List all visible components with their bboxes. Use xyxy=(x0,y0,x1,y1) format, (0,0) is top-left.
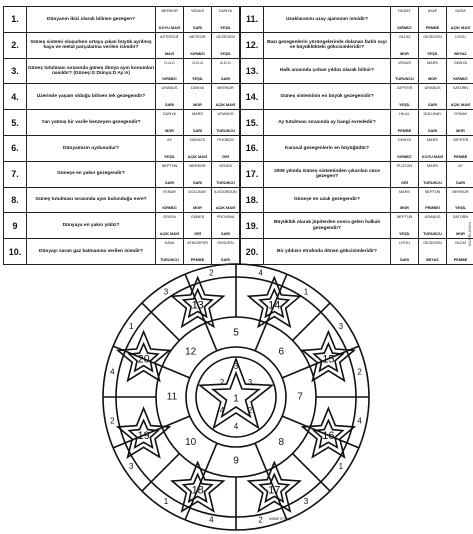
questions-table-left xyxy=(3,6,240,265)
answer-option[interactable] xyxy=(447,84,473,110)
question-text: Güneşe en uzak gezegendir? xyxy=(264,187,391,213)
question-row xyxy=(241,161,473,187)
answer-option[interactable] xyxy=(419,239,447,265)
answer-option[interactable] xyxy=(212,239,240,265)
answer-color: BEYAZ xyxy=(454,51,467,56)
answer-text: PROXİMA xyxy=(216,215,235,220)
answer-option[interactable] xyxy=(212,135,240,161)
question-number: 13. xyxy=(241,58,264,84)
answer-text: VENÜS xyxy=(397,60,412,65)
answer-text: MARS xyxy=(192,112,203,117)
answer-option[interactable] xyxy=(447,110,473,136)
answer-option[interactable] xyxy=(184,58,212,84)
star-mandala xyxy=(0,262,473,534)
question-row xyxy=(4,187,240,213)
region-number-inner: 4 xyxy=(219,406,225,416)
answer-color: YEŞİL xyxy=(192,77,203,82)
question-row xyxy=(4,239,240,265)
answer-text: MERKÜR xyxy=(189,163,206,168)
answer-color: YEŞİL xyxy=(399,103,410,108)
answer-option[interactable] xyxy=(184,84,212,110)
question-text: Karasal gezegenlerin en büyüğüdür? xyxy=(264,135,391,161)
question-number: 3. xyxy=(4,58,27,84)
question-number: 17. xyxy=(241,161,264,187)
region-number-middle: 10 xyxy=(185,436,197,448)
question-row xyxy=(241,58,473,84)
inner-spoke-line xyxy=(205,323,216,351)
question-row xyxy=(4,84,240,110)
answer-text: URANÜS xyxy=(424,86,441,91)
region-number-rim: 4 xyxy=(110,367,115,377)
answer-text: AY xyxy=(167,137,172,142)
region-number-middle: 11 xyxy=(166,391,178,403)
answer-option[interactable] xyxy=(156,213,184,239)
answer-color: SARI xyxy=(164,180,175,185)
question-number: 16. xyxy=(241,135,264,161)
answer-color: MOR xyxy=(193,206,202,211)
question-text: Dünyaya en yakın yıldız? xyxy=(27,213,156,239)
region-number-rim: 2 xyxy=(110,416,115,426)
answer-option[interactable] xyxy=(419,213,447,239)
answer-color: MOR xyxy=(428,77,437,82)
answer-option[interactable] xyxy=(184,187,212,213)
answer-option[interactable] xyxy=(447,58,473,84)
answer-option[interactable] xyxy=(212,161,240,187)
question-number: 1. xyxy=(4,7,27,33)
region-number-middle: 7 xyxy=(297,391,303,403)
answer-text: YILDIZ xyxy=(454,241,467,246)
answer-text: MARS xyxy=(427,163,438,168)
question-text: Ay tutulması sırasında ay hangi evrededir? xyxy=(264,110,391,136)
region-number-rim: 3 xyxy=(163,287,169,297)
answer-text: MARS xyxy=(427,60,438,65)
answer-option[interactable] xyxy=(419,110,447,136)
answer-color: TURUNCU xyxy=(216,128,235,133)
question-text: 2006 yılında Güneş sisteminden çıkarılan cüce gezegen? xyxy=(264,161,391,187)
answer-color: GRİ xyxy=(194,232,201,237)
question-text: Üzerinde yaşam olduğu bilinen tek gezegendir? xyxy=(27,84,156,110)
inner-spoke-line xyxy=(205,443,216,471)
answer-option[interactable] xyxy=(419,187,447,213)
answer-text: GEZEGEN xyxy=(423,241,442,246)
answer-text: DEİMOS xyxy=(190,137,205,142)
answer-option[interactable] xyxy=(391,161,419,187)
answer-color: KOYU MAVİ xyxy=(421,154,444,159)
question-row xyxy=(4,32,240,58)
question-row xyxy=(241,135,473,161)
answer-option[interactable] xyxy=(212,7,240,33)
answer-color: SARI xyxy=(220,232,231,237)
answer-color: MOR xyxy=(165,128,174,133)
region-number-inner: 2 xyxy=(247,406,253,416)
answer-text: G-A-D xyxy=(164,60,175,65)
answer-color: TURUNCU xyxy=(395,77,414,82)
question-row xyxy=(241,84,473,110)
answer-text: AY xyxy=(458,163,463,168)
region-number-middle: 6 xyxy=(278,346,285,358)
answer-color: KIRMIZI xyxy=(397,154,412,159)
region-number-rim: 1 xyxy=(303,287,309,297)
region-number-rim: 4 xyxy=(357,416,362,426)
question-number: 7. xyxy=(4,161,27,187)
question-row xyxy=(4,58,240,84)
questions-table-right xyxy=(240,6,473,265)
answer-color: MOR xyxy=(193,103,202,108)
region-number-inner: 2 xyxy=(219,378,225,388)
question-text: Güneş sisteminin en büyük gezegenidir? xyxy=(264,84,391,110)
question-number: 15. xyxy=(241,110,264,136)
region-number-inner: 3 xyxy=(233,362,239,372)
region-number-outer: 20 xyxy=(137,353,150,366)
answer-text: METEOR xyxy=(189,34,206,39)
answer-color: GRİ xyxy=(401,180,408,185)
answer-text: JÜPİTER xyxy=(396,86,413,91)
question-text: Bazı gezegenlerin yörüngelerinde dolanan farklı sayı ve büyüklükteki gökcisimleridir? xyxy=(264,32,391,58)
answer-color: KIRMIZI xyxy=(190,51,205,56)
answer-option[interactable] xyxy=(419,84,447,110)
answer-text: VENÜS xyxy=(218,163,233,168)
question-number: 4. xyxy=(4,84,27,110)
region-number-rim: 1 xyxy=(338,462,344,472)
question-row xyxy=(4,110,240,136)
answer-color: SARI xyxy=(192,128,203,133)
answer-color: SARI xyxy=(427,128,438,133)
answer-text: HAVA xyxy=(164,241,175,246)
region-number-middle: 9 xyxy=(233,455,239,467)
region-number-rim: 3 xyxy=(338,322,344,332)
answer-color: SARI xyxy=(220,257,231,262)
answer-color: AÇIK MAVİ xyxy=(215,103,236,108)
answer-color: AÇIK MAVİ xyxy=(159,232,180,237)
region-number-inner: 3 xyxy=(247,378,253,388)
answer-text: VENÜS xyxy=(190,9,205,13)
region-number-outer: 18 xyxy=(191,484,204,497)
answer-text: OKSİJEN xyxy=(217,241,234,246)
answer-option[interactable] xyxy=(391,135,419,161)
question-text: Uzaklarasını uzay ajansının ismidir? xyxy=(264,7,391,33)
answer-option[interactable] xyxy=(447,161,473,187)
answer-option[interactable] xyxy=(156,239,184,265)
question-text: Güneş sistemi oluşurken ortaya çıkan büyük ayrılmış kaya ve metal parçalarına verilen isimdir? xyxy=(27,32,156,58)
question-row xyxy=(4,213,240,239)
question-row xyxy=(241,187,473,213)
answer-option[interactable] xyxy=(391,84,419,110)
answer-color: TURUNCU xyxy=(423,180,442,185)
answer-text: DÜNYA xyxy=(190,86,204,91)
answer-color: MAVİ xyxy=(164,51,175,56)
answer-color: YEŞİL xyxy=(220,51,231,56)
answer-text: NEPTÜN xyxy=(396,215,413,220)
answer-text: GEZEGEN xyxy=(423,34,442,39)
answer-option[interactable] xyxy=(184,32,212,58)
answer-option[interactable] xyxy=(391,58,419,84)
region-number-rim: 2 xyxy=(258,515,263,525)
answer-option[interactable] xyxy=(156,135,184,161)
region-number-rim: 1 xyxy=(128,322,134,332)
question-row xyxy=(241,110,473,136)
question-row xyxy=(241,7,473,33)
answer-text: DOLUNAY xyxy=(423,112,442,117)
answer-text: A-D-G xyxy=(220,60,231,65)
question-number: 19. xyxy=(241,213,264,239)
region-number-center: 1 xyxy=(233,393,239,405)
answer-option[interactable] xyxy=(156,187,184,213)
answer-option[interactable] xyxy=(212,32,240,58)
question-number: 18. xyxy=(241,187,264,213)
question-row xyxy=(241,239,473,265)
answer-option[interactable] xyxy=(447,7,473,33)
question-row xyxy=(241,32,473,58)
answer-color: MOR xyxy=(456,232,465,237)
region-number-rim: 2 xyxy=(209,268,214,278)
answer-option[interactable] xyxy=(156,58,184,84)
region-number-rim: 4 xyxy=(209,515,214,525)
question-number: 10. xyxy=(4,239,27,265)
answer-text: MERKÜR xyxy=(217,86,234,91)
question-row xyxy=(4,7,240,33)
answer-color: PEMBE xyxy=(397,128,412,133)
answer-text: UYDU xyxy=(455,34,466,39)
answer-option[interactable] xyxy=(419,135,447,161)
answer-color: YEŞİL xyxy=(427,51,438,56)
answer-color: BEYAZ xyxy=(426,257,439,262)
answer-color: PEMBEI xyxy=(425,206,440,211)
question-number: 20. xyxy=(241,239,264,265)
inner-spoke-line xyxy=(162,366,190,377)
question-number: 8. xyxy=(4,187,27,213)
answer-option[interactable] xyxy=(184,161,212,187)
answer-option[interactable] xyxy=(391,110,419,136)
answer-text: SATÜRN xyxy=(452,215,469,220)
answer-text: PLÜTON xyxy=(396,163,413,168)
answer-text: URANÜS xyxy=(161,86,178,91)
answer-color: KOYU MAVİ xyxy=(158,25,181,30)
region-number-outer: 15 xyxy=(322,353,335,366)
answer-text: URANÜS xyxy=(217,112,234,117)
region-number-middle: 12 xyxy=(185,346,197,358)
region-number-rim: 3 xyxy=(128,462,134,472)
answer-option[interactable] xyxy=(212,84,240,110)
answer-option[interactable] xyxy=(447,32,473,58)
question-number: 12. xyxy=(241,32,264,58)
answer-color: KIRMIZI xyxy=(162,77,177,82)
answer-option[interactable] xyxy=(184,135,212,161)
answer-text: ASTEROİT xyxy=(160,34,179,39)
question-number: 9 xyxy=(4,213,27,239)
answer-text: MARS xyxy=(427,137,438,142)
question-text: Büyüklük olarak jüpiterden sonra gelen halkalı gezegendir? xyxy=(264,213,391,239)
question-text: Dünyamızın uydusudur? xyxy=(27,135,156,161)
answer-text: DÜNYA xyxy=(218,9,232,13)
answer-text: URANÜS xyxy=(424,215,441,220)
answer-color: AÇIK MAVİ xyxy=(450,103,471,108)
answer-color: KIRMIZI xyxy=(162,206,177,211)
answer-text: YILDIZ xyxy=(398,34,411,39)
answer-text: NASA xyxy=(455,9,466,13)
answer-option[interactable] xyxy=(391,239,419,265)
question-number: 5. xyxy=(4,110,27,136)
region-number-rim: 1 xyxy=(163,496,169,506)
inner-spoke-line xyxy=(255,443,266,471)
spoke-line xyxy=(293,454,330,491)
answer-color: SARI xyxy=(192,25,203,30)
answer-color: TURUNCU xyxy=(423,232,442,237)
spoke-line xyxy=(142,303,179,340)
answer-option[interactable] xyxy=(184,213,212,239)
answer-text: HİLAL xyxy=(399,112,410,117)
side-credit: HAZIRLAYAN xyxy=(467,222,472,247)
answer-color: AÇIK MAVİ xyxy=(450,25,471,30)
question-text: Bir yıldızın etrafında dönen gökcisimleridir? xyxy=(264,239,391,265)
answer-color: KIRMIZI xyxy=(453,77,468,82)
answer-text: G-D-A xyxy=(192,60,203,65)
answer-option[interactable] xyxy=(447,135,473,161)
question-row xyxy=(4,135,240,161)
region-number-rim: 4 xyxy=(258,268,263,278)
region-number-outer: 17 xyxy=(268,484,281,497)
question-text: Güneşe en yakın gezegendir? xyxy=(27,161,156,187)
answer-option[interactable] xyxy=(184,7,212,33)
answer-color: KIRMIZI xyxy=(397,25,412,30)
answer-text: GEZEGEN xyxy=(216,34,235,39)
answer-color: YEŞİL xyxy=(220,25,231,30)
answer-text: RASAT xyxy=(398,9,411,13)
answer-text: YENİAY xyxy=(453,112,468,117)
answer-text: MARS xyxy=(399,189,410,194)
region-number-outer: 13 xyxy=(191,299,204,312)
answer-option[interactable] xyxy=(156,110,184,136)
answer-color: YEŞİL xyxy=(164,154,175,159)
answer-color: GRİ xyxy=(222,154,229,159)
answer-color: SARI xyxy=(399,257,410,262)
answer-option[interactable] xyxy=(391,187,419,213)
answer-text: JÜPİTER xyxy=(452,137,469,142)
region-number-middle: 5 xyxy=(233,327,239,339)
answer-text: NEPTÜN xyxy=(161,163,178,168)
answer-color: YEŞİL xyxy=(399,232,410,237)
question-number: 11. xyxy=(241,7,264,33)
answer-color: SARI xyxy=(192,180,203,185)
mandala-credit: MİNE ETEŞ xyxy=(269,516,291,522)
question-number: 14. xyxy=(241,84,264,110)
question-row xyxy=(4,161,240,187)
region-number-middle: 8 xyxy=(278,436,285,448)
answer-option[interactable] xyxy=(419,32,447,58)
answer-text: DÜNYA xyxy=(162,112,176,117)
answer-color: SARI xyxy=(220,77,231,82)
answer-option[interactable] xyxy=(184,110,212,136)
answer-option[interactable] xyxy=(212,187,240,213)
region-number-outer: 14 xyxy=(268,299,281,312)
answer-color: TURUNCU xyxy=(160,257,179,262)
answer-color: PEMBE xyxy=(425,25,440,30)
question-number: 2. xyxy=(4,32,27,58)
spoke-line xyxy=(293,303,330,340)
answer-option[interactable] xyxy=(391,213,419,239)
question-text: Dünyayı saran gaz katmanına verilen isimdir? xyxy=(27,239,156,265)
answer-color: PEMBE xyxy=(190,257,205,262)
answer-option[interactable] xyxy=(212,110,240,136)
answer-color: MOR xyxy=(456,128,465,133)
inner-spoke-line xyxy=(282,366,310,377)
answer-option[interactable] xyxy=(156,7,184,33)
answer-color: MOR xyxy=(400,206,409,211)
inner-spoke-line xyxy=(255,323,266,351)
answer-text: DÜNYA xyxy=(397,137,411,142)
answer-color: SARI xyxy=(455,180,466,185)
answer-color: PEMBE xyxy=(453,257,468,262)
spoke-line xyxy=(142,454,179,491)
answer-text: GÜNEŞ xyxy=(190,215,205,220)
region-number-rim: 2 xyxy=(357,367,362,377)
answer-text: İLKDÖRDÜN xyxy=(214,189,237,194)
answer-color: AÇIK MAVİ xyxy=(215,206,236,211)
answer-option[interactable] xyxy=(419,58,447,84)
answer-color: YEŞİL xyxy=(455,206,466,211)
question-text: Yan yatmış bir varile benzeyen gezegendir? xyxy=(27,110,156,136)
answer-text: ORİON xyxy=(163,215,176,220)
answer-color: PEMBE xyxy=(453,154,468,159)
answer-color: TURUNCU xyxy=(216,180,235,185)
answer-text: DOLUNAY xyxy=(188,189,207,194)
answer-text: AYAP xyxy=(427,9,438,13)
answer-option[interactable] xyxy=(156,161,184,187)
answer-option[interactable] xyxy=(156,84,184,110)
answer-text: ATMOSFER xyxy=(187,241,208,246)
answer-text: MERKÜR xyxy=(452,189,469,194)
answer-color: SARI xyxy=(427,103,438,108)
answer-option[interactable] xyxy=(419,161,447,187)
answer-option[interactable] xyxy=(447,187,473,213)
answer-text: SATÜRN xyxy=(452,86,469,91)
region-number-outer: 19 xyxy=(137,430,150,443)
answer-color: MOR xyxy=(400,51,409,56)
question-row xyxy=(241,213,473,239)
question-text: Dünyanın ikizi olarak bilinen gezegen? xyxy=(27,7,156,33)
question-text: Halk arasında çoban yıldızı olarak bilinir? xyxy=(264,58,391,84)
question-number: 6. xyxy=(4,135,27,161)
answer-text: YENİAY xyxy=(162,189,177,194)
question-text: Güneş tutulması sırasında ayın bulunduğu evre? xyxy=(27,187,156,213)
region-number-inner: 4 xyxy=(233,422,239,432)
answer-color: SARI xyxy=(164,103,175,108)
answer-option[interactable] xyxy=(212,213,240,239)
answer-text: PHOBOS xyxy=(217,137,234,142)
answer-option[interactable] xyxy=(391,7,419,33)
region-number-rim: 3 xyxy=(303,496,309,506)
answer-text: NEPTÜN xyxy=(424,189,441,194)
answer-option[interactable] xyxy=(184,239,212,265)
answer-option[interactable] xyxy=(391,32,419,58)
answer-option[interactable] xyxy=(156,32,184,58)
answer-text: UYDU xyxy=(399,241,410,246)
question-text: Güneş tutulması sırasında güneş dünya ayın konumları nasıldır? (Güneş:G Dünya:D Ay:A) xyxy=(27,58,156,84)
answer-option[interactable] xyxy=(212,58,240,84)
answer-option[interactable] xyxy=(419,7,447,33)
region-number-outer: 16 xyxy=(322,430,335,443)
answer-text: MERKÜR xyxy=(161,9,178,13)
answer-color: AÇIK MAVİ xyxy=(187,154,208,159)
answer-text: DÜNYA xyxy=(453,60,467,65)
